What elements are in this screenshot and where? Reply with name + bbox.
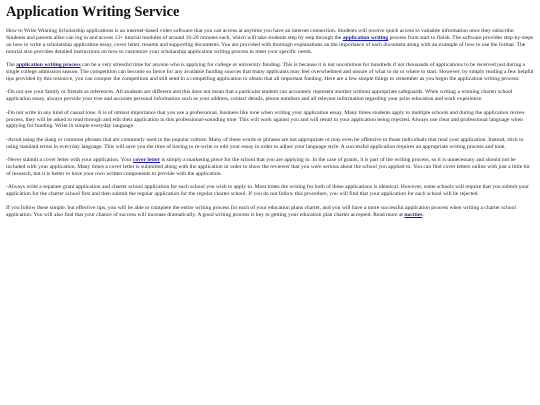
paragraph-tip-references: -Do not use your family or friends as references. All students are different and this does not mean that a particular student can accurately represent another without appropriate safeguards. When writing a winning charter school application essay, always provide your true and accurate personal information such as your address, contact details, phone numbers and all relevant information regarding your prior education and work experience. (6, 89, 513, 103)
paragraph-tip-tone: -Do not write in any kind of casual tone. It is of utmost importance that you use a professional, business like tone when writing your application essay. Many times students apply to multiple schools and during the application review process, they will be asked to read through and edit their application in this professional-sounding tone. This will work against you and will result in your application being rejected. Always use clear and professional language when applying for funding. Write in simple everyday language. (6, 109, 525, 130)
link-application-writing[interactable]: application writing (342, 34, 389, 41)
paragraph-text: . (422, 211, 424, 218)
paragraph-text: How to Write Winning Scholarship applications is an internet-based video software that you can access at anytime you have an internet connection. Students will receive quick access to valuable information once they subscribe. Students and parents alike can log in and access 12+ tutorial modules of around 10-20 minutes each, which will take students step by step through the (6, 28, 515, 41)
paragraph-text: If you follow these simple, but effective tips, you will be able to complete the entire writing process for each of your education plans charter, and you will have a more successful application process when writing a charter school application. You will also find that your chance of success will increase dramatically. A good writing process is key to getting your education plan charter accepted. Read more at (6, 204, 516, 218)
paragraph-intro (6, 28, 534, 56)
link-application-writing-process[interactable]: application writing process (16, 62, 81, 69)
paragraph-text: The (6, 62, 17, 69)
paragraph-conclusion (6, 205, 534, 219)
paragraph-tip-cover-letter (6, 157, 534, 178)
paragraph-process (6, 62, 534, 83)
paragraph-text: -Never submit a cover letter with your application. Your (6, 157, 133, 164)
link-nocities[interactable]: nocities (404, 211, 423, 218)
paragraph-tip-separate-applications: -Always write a separate grant application and charter school application for each school you wish to apply to. Most times the writing for both of these applications is identical. However, some schools will require that you submit your application for the charter school first and then submit the regular application for the regular charter school. If you do not follow this procedure, you will find that your application for each school will be rejected. (6, 184, 529, 198)
link-cover-letter[interactable]: cover letter (132, 157, 160, 164)
paragraph-tip-slang: -Avoid using the slang or common phrases that are commonly used in the popular culture. Many of these words or phrases are not appropriate or may even be offensive to those individuals that read your application. Instead, stick to using standard terms in everyday language. This will save you the time of having to re-write or edit your essay in order to adjust your language style. A successful application requires an appropriate writing process and tone. (6, 136, 524, 150)
page-title: Application Writing Service (6, 4, 180, 20)
paragraph-text: can be a very stressful time for anyone who is applying for college or university funding. This is because it is not uncommon for hundreds if not thousands of applications to be received just during a single college admission season. The competition can become so fierce for any available funding sources that many applicants may feel overwhelmed and unsure of what to do or where to start. However, by simply reading a few helpful tips provided by this resource, you can conquer the competition and still send in a compelling application to obtain that all important funding. Here are a few simple things to remember as you begin the application writing process: (6, 62, 534, 82)
paragraph-text: is simply a marketing piece for the school that you are applying to. In the case of grants, it is part of the writing process, so it is unnecessary and should not be included with your application. Many times a cover letter is submitted along with the application in order to show the reviewer that you were serious about the school you applied to. You can find cover letters online with just a little bit of research, but it is better to have your own written components to provide with the application. (6, 157, 530, 177)
paragraph-text: process from start to finish. The software provides step-by-steps on how to write a scholarship application essay, cover letter, resume and supporting documents. You are provided with thorough explanations on the importance of each document along with an example of how to use the format. The tutorial also provides detailed instructions on how to customize your scholarship application writing process to meet your specific needs. (6, 34, 534, 55)
